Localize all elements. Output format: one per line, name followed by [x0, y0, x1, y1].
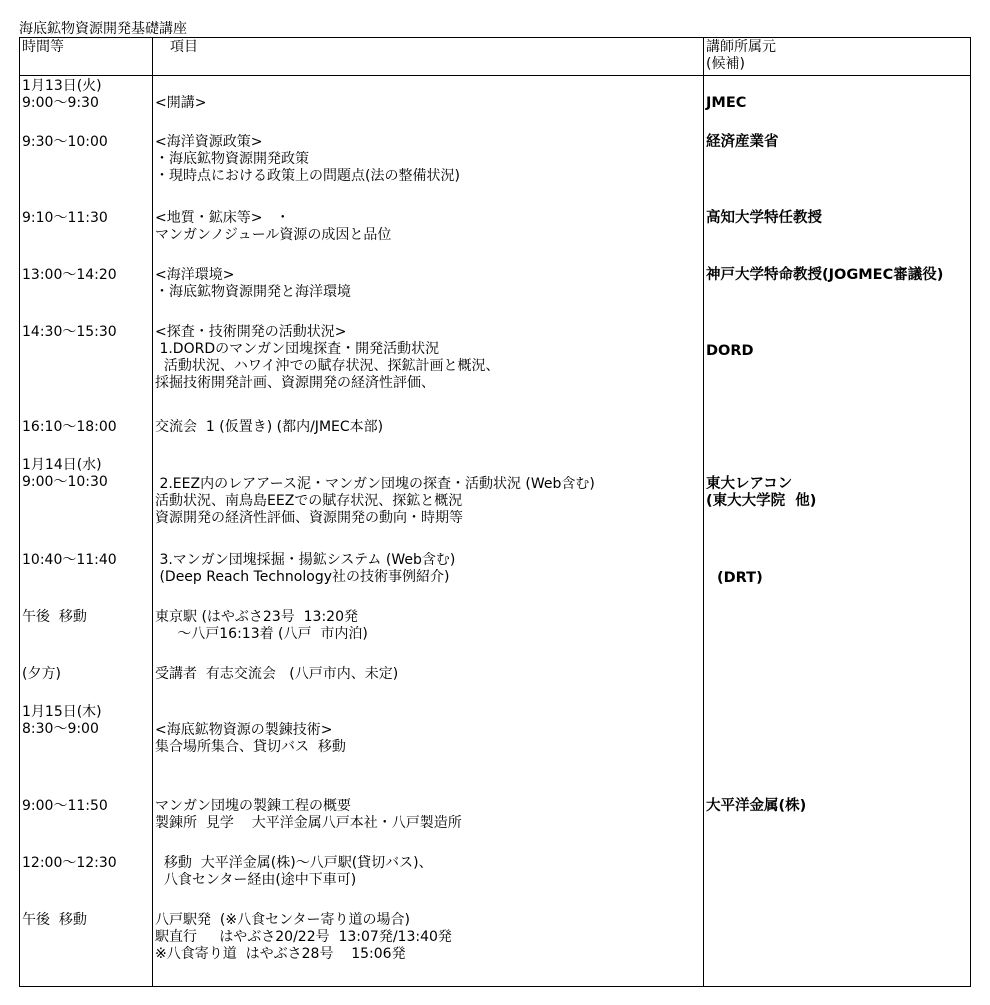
- row-time: 1月14日(水) 9:00～10:30: [22, 457, 108, 490]
- row-item: <海洋資源政策> ・海底鉱物資源開発政策 ・現時点における政策上の問題点(法の整備状況): [155, 134, 460, 184]
- row-lecturer: 経済産業省: [706, 134, 779, 150]
- row-item: 移動 大平洋金属(株)～八戸駅(貸切バス)、 八食センター経由(途中下車可): [163, 855, 433, 888]
- schedule-table: [19, 37, 971, 987]
- row-time: 午後 移動: [22, 609, 87, 625]
- row-time: 16:10～18:00: [22, 419, 117, 435]
- row-item: <探査・技術開発の活動状況> 1.DORDのマンガン団塊探査・開発活動状況 活動状況、ハワイ沖での賦存状況、探鉱計画と概況、 採掘技術開発計画、資源開発の経済性評価、: [155, 324, 500, 391]
- document-title: 海底鉱物資源開発基礎講座: [19, 21, 187, 37]
- row-time: 10:40～11:40: [22, 552, 117, 568]
- row-item: <海底鉱物資源の製錬技術> 集合場所集合、貸切バス 移動: [155, 722, 346, 755]
- column-divider: [703, 38, 704, 986]
- row-time: 9:00～11:50: [22, 798, 108, 814]
- column-divider: [152, 38, 153, 986]
- row-time: 12:00～12:30: [22, 855, 117, 871]
- row-item: 東京駅 (はやぶさ23号 13:20発 ～八戸16:13着 (八戸 市内泊): [155, 609, 368, 642]
- row-item: 交流会 1 (仮置き) (都内/JMEC本部): [155, 419, 384, 435]
- row-time: 1月15日(木) 8:30～9:00: [22, 704, 102, 737]
- row-item: <地質・鉱床等> ・ マンガンノジュール資源の成因と品位: [155, 210, 392, 243]
- row-item: 受講者 有志交流会 (八戸市内、未定): [155, 666, 399, 682]
- row-time: 13:00～14:20: [22, 267, 117, 283]
- header-lecturer: 講師所属元 (候補): [706, 39, 776, 72]
- row-item: <海洋環境> ・海底鉱物資源開発と海洋環境: [155, 267, 351, 300]
- row-item: マンガン団塊の製錬工程の概要 製錬所 見学 大平洋金属八戸本社・八戸製造所: [155, 798, 462, 831]
- row-time: 1月13日(火) 9:00～9:30: [22, 78, 102, 111]
- row-item: 八戸駅発 (※八食センター寄り道の場合) 駅直行 はやぶさ20/22号 13:07発/13:40発 ※八食寄り道 はやぶさ28号 15:06発: [155, 912, 452, 962]
- row-lecturer: 高知大学特任教授: [706, 210, 822, 226]
- row-lecturer: JMEC: [706, 95, 747, 111]
- header-item: 項目: [170, 39, 198, 55]
- row-lecturer: DORD: [706, 343, 754, 359]
- row-lecturer: 神戸大学特命教授(JOGMEC審議役): [706, 267, 944, 283]
- header-divider: [20, 75, 970, 76]
- row-time: 午後 移動: [22, 912, 87, 928]
- row-time: 9:10～11:30: [22, 210, 108, 226]
- row-item: 2.EEZ内のレアアース泥・マンガン団塊の探査・活動状況 (Web含む) 活動状況、南鳥島EEZでの賦存状況、探鉱と概況 資源開発の経済性評価、資源開発の動向・時期等: [155, 476, 595, 526]
- row-item: <開講>: [155, 95, 207, 111]
- row-lecturer: (DRT): [717, 570, 763, 586]
- row-time: (夕方): [22, 666, 61, 682]
- row-item: 3.マンガン団塊採掘・揚鉱システム (Web含む) (Deep Reach Technology社の技術事例紹介): [159, 552, 456, 585]
- row-lecturer: 大平洋金属(株): [706, 798, 807, 814]
- row-time: 14:30～15:30: [22, 324, 117, 340]
- header-time: 時間等: [22, 39, 64, 55]
- row-lecturer: 東大レアコン (東大大学院 他): [706, 476, 817, 509]
- row-time: 9:30～10:00: [22, 134, 108, 150]
